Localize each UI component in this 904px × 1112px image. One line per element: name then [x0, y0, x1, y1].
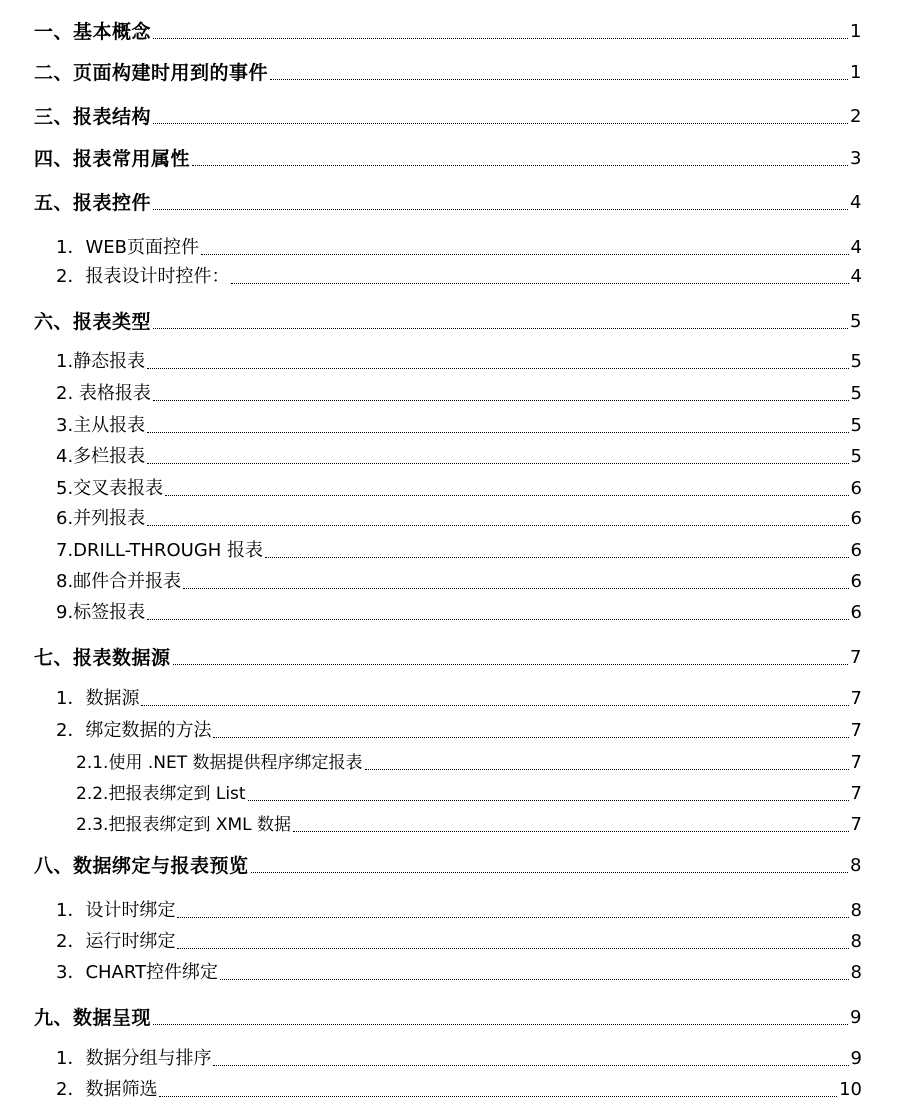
- toc-entry-page: 8: [850, 962, 862, 983]
- dot-leader: [265, 557, 849, 558]
- dot-leader: [270, 79, 848, 80]
- dot-leader: [153, 1024, 848, 1025]
- toc-entry-title: 1．设计时绑定: [56, 900, 176, 921]
- toc-entry-title: 2．报表设计时控件：: [56, 266, 230, 287]
- toc-entry-page: 7: [850, 647, 862, 668]
- toc-entry[interactable]: [56, 929, 862, 955]
- toc-entry-page: 6: [850, 540, 862, 561]
- toc-entry-title: 三、报表结构: [34, 106, 152, 128]
- toc-entry-page: 1: [850, 21, 862, 42]
- toc-entry-title: 一、基本概念: [34, 21, 152, 43]
- toc-entry[interactable]: [56, 718, 862, 744]
- toc-entry-title: 2.2.把报表绑定到 List: [76, 784, 246, 804]
- toc-entry[interactable]: [56, 600, 862, 626]
- toc-entry[interactable]: [56, 413, 862, 439]
- toc-entry-title: 六、报表类型: [34, 311, 152, 333]
- dot-leader: [165, 495, 848, 496]
- toc-entry[interactable]: [56, 381, 862, 407]
- dot-leader: [173, 664, 849, 665]
- toc-entry[interactable]: [56, 960, 862, 986]
- toc-entry-title: 1．WEB页面控件: [56, 237, 199, 258]
- toc-entry[interactable]: [56, 235, 862, 261]
- toc-entry-page: 7: [850, 783, 862, 804]
- toc-entry[interactable]: [76, 812, 862, 838]
- toc-entry[interactable]: [56, 686, 862, 712]
- toc-entry-page: 6: [850, 478, 862, 499]
- dot-leader: [231, 283, 848, 284]
- toc-entry-page: 9: [850, 1048, 862, 1069]
- toc-entry-title: 五、报表控件: [34, 192, 152, 214]
- dot-leader: [153, 38, 848, 39]
- toc-entry[interactable]: [34, 1005, 862, 1031]
- toc-entry-title: 5.交叉表报表: [56, 478, 164, 499]
- toc-entry[interactable]: [56, 1077, 862, 1103]
- toc-entry-title: 二、页面构建时用到的事件: [34, 62, 269, 84]
- toc-entry-page: 5: [850, 415, 862, 436]
- toc-entry-title: 3.主从报表: [56, 415, 146, 436]
- toc-entry-page: 8: [850, 931, 862, 952]
- toc-entry[interactable]: [34, 853, 862, 879]
- toc-entry[interactable]: [34, 645, 862, 671]
- toc-entry-page: 4: [850, 192, 862, 213]
- toc-entry-title: 1．数据源: [56, 688, 140, 709]
- toc-entry[interactable]: [56, 349, 862, 375]
- dot-leader: [251, 872, 849, 873]
- toc-entry-title: 9.标签报表: [56, 602, 146, 623]
- toc-entry-title: 6.并列报表: [56, 508, 146, 529]
- dot-leader: [153, 400, 849, 401]
- dot-leader: [192, 165, 848, 166]
- dot-leader: [147, 432, 848, 433]
- dot-leader: [293, 831, 849, 832]
- dot-leader: [220, 979, 848, 980]
- toc-entry-page: 6: [850, 571, 862, 592]
- dot-leader: [153, 123, 848, 124]
- toc-entry-page: 4: [850, 266, 862, 287]
- toc-entry-page: 7: [850, 688, 862, 709]
- toc-entry-title: 七、报表数据源: [34, 647, 171, 669]
- dot-leader: [147, 619, 848, 620]
- toc-entry-page: 7: [850, 720, 862, 741]
- toc-entry-title: 2.1.使用 .NET 数据提供程序绑定报表: [76, 753, 363, 773]
- toc-entry-title: 2．数据筛选: [56, 1079, 158, 1100]
- toc-entry-title: 4.多栏报表: [56, 446, 146, 467]
- dot-leader: [177, 948, 848, 949]
- dot-leader: [153, 209, 848, 210]
- toc-entry-title: 1.静态报表: [56, 351, 146, 372]
- toc-entry-title: 八、数据绑定与报表预览: [34, 855, 249, 877]
- toc-entry[interactable]: [34, 104, 862, 130]
- toc-entry[interactable]: [56, 569, 862, 595]
- toc-entry[interactable]: [76, 781, 862, 807]
- toc-entry-title: 2.3.把报表绑定到 XML 数据: [76, 815, 292, 835]
- toc-entry[interactable]: [56, 506, 862, 532]
- dot-leader: [159, 1096, 837, 1097]
- toc-entry[interactable]: [56, 898, 862, 924]
- dot-leader: [177, 917, 848, 918]
- toc-entry-page: 4: [850, 237, 862, 258]
- toc-entry[interactable]: [34, 309, 862, 335]
- toc-entry-title: 8.邮件合并报表: [56, 571, 182, 592]
- dot-leader: [141, 705, 848, 706]
- dot-leader: [153, 328, 848, 329]
- toc-entry[interactable]: [56, 476, 862, 502]
- toc-entry-title: 3．CHART控件绑定: [56, 962, 219, 983]
- toc-entry[interactable]: [56, 1046, 862, 1072]
- toc-entry[interactable]: [34, 146, 862, 172]
- dot-leader: [248, 800, 849, 801]
- dot-leader: [365, 769, 849, 770]
- toc-entry[interactable]: [56, 264, 862, 290]
- toc-entry-page: 8: [850, 900, 862, 921]
- toc-entry-page: 6: [850, 602, 862, 623]
- toc-entry-title: 九、数据呈现: [34, 1007, 152, 1029]
- toc-entry-page: 5: [850, 311, 862, 332]
- toc-entry[interactable]: [56, 444, 862, 470]
- toc-entry-page: 3: [850, 148, 862, 169]
- toc-entry[interactable]: [56, 538, 862, 564]
- toc-entry-title: 7.DRILL-THROUGH 报表: [56, 540, 264, 561]
- toc-entry-page: 7: [850, 814, 862, 835]
- dot-leader: [183, 588, 848, 589]
- toc-entry-title: 2．运行时绑定: [56, 931, 176, 952]
- toc-entry-title: 1．数据分组与排序: [56, 1048, 212, 1069]
- toc-entry-page: 6: [850, 508, 862, 529]
- toc-entry[interactable]: [34, 60, 862, 86]
- toc-entry[interactable]: [34, 190, 862, 216]
- dot-leader: [147, 368, 848, 369]
- toc-entry-page: 5: [850, 351, 862, 372]
- toc-entry-page: 10: [839, 1079, 862, 1100]
- toc-entry-page: 8: [850, 855, 862, 876]
- toc-entry-page: 1: [850, 62, 862, 83]
- toc-entry-page: 9: [850, 1007, 862, 1028]
- dot-leader: [147, 525, 848, 526]
- toc-entry-title: 2．绑定数据的方法: [56, 720, 212, 741]
- dot-leader: [213, 737, 848, 738]
- toc-entry-title: 2. 表格报表: [56, 383, 151, 404]
- dot-leader: [147, 463, 848, 464]
- toc-entry[interactable]: [34, 19, 862, 45]
- toc-entry[interactable]: [76, 750, 862, 776]
- dot-leader: [213, 1065, 848, 1066]
- dot-leader: [201, 254, 849, 255]
- toc-entry-page: 7: [850, 752, 862, 773]
- toc-entry-page: 5: [850, 383, 862, 404]
- toc-entry-page: 5: [850, 446, 862, 467]
- toc-entry-page: 2: [850, 106, 862, 127]
- toc-entry-title: 四、报表常用属性: [34, 148, 191, 170]
